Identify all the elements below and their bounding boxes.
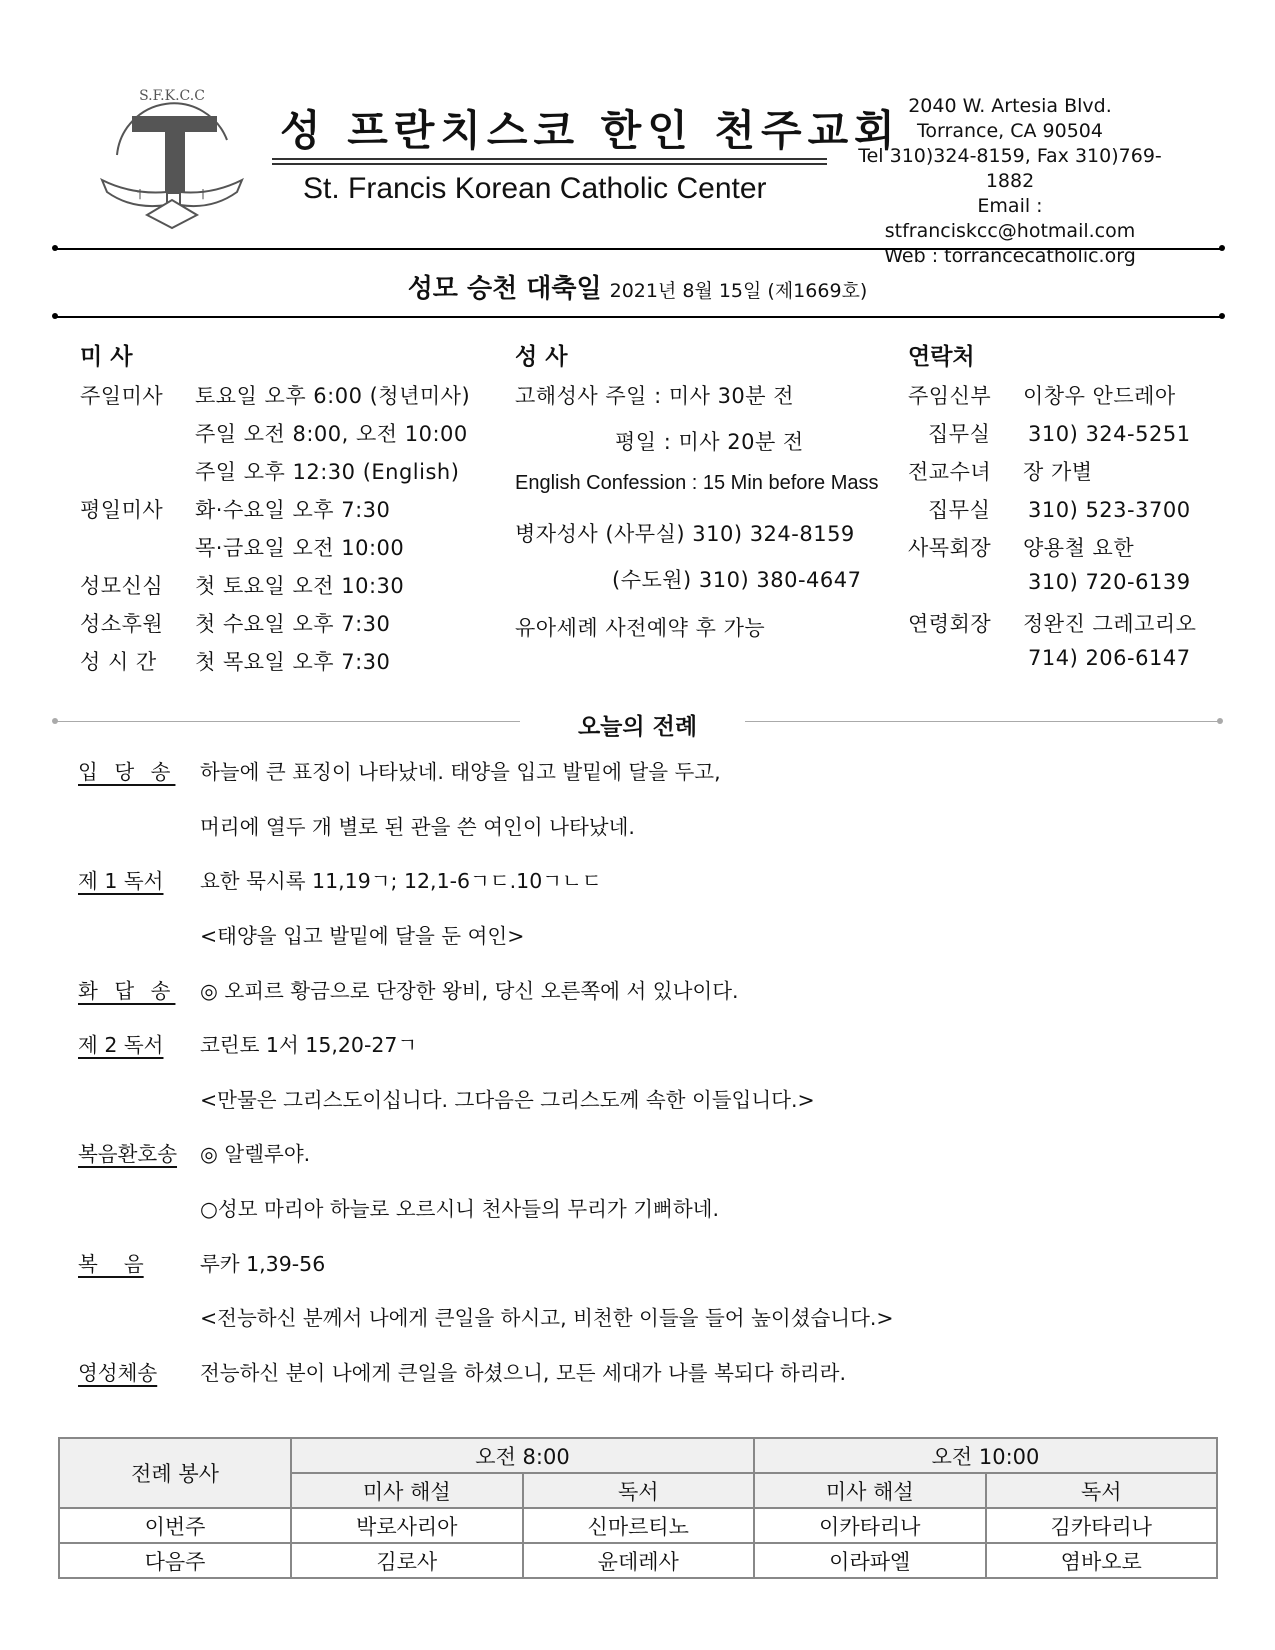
- table-cell: 염바오로: [986, 1543, 1218, 1578]
- mass-label: 주일미사: [80, 384, 164, 408]
- sacrament-row: 평일 : 미사 20분 전: [615, 430, 804, 454]
- contact-row: [908, 532, 1134, 562]
- contact-label: 전교수녀: [908, 460, 992, 484]
- contact-value: 장 가별: [1023, 460, 1093, 484]
- church-logo: [92, 80, 252, 235]
- liturgy-label: 복 음: [78, 1252, 144, 1276]
- mass-value: 목·금요일 오전 10:00: [195, 536, 405, 560]
- contact-value: 310) 324-5251: [1028, 422, 1191, 446]
- liturgy-text: 하늘에 큰 표징이 나타났네. 태양을 입고 발밑에 달을 두고,: [200, 760, 721, 784]
- mass-label: 성소후원: [80, 612, 164, 636]
- mass-row: [80, 380, 470, 410]
- feast-heading: [0, 268, 1275, 305]
- logo-text: S.F.K.C.C: [139, 88, 205, 104]
- mass-value: 토요일 오후 6:00 (청년미사): [195, 384, 471, 408]
- feast-date: 2021년 8월 15일 (제1669호): [609, 280, 868, 302]
- contact-value: 정완진 그레고리오: [1023, 612, 1197, 636]
- contact-label: 집무실: [928, 422, 991, 446]
- contact-value: 이창우 안드레아: [1023, 384, 1176, 408]
- sacrament-row: 병자성사 (사무실) 310) 324-8159: [515, 522, 855, 546]
- contact-value: 714) 206-6147: [1028, 646, 1191, 670]
- svg-text:†: †: [137, 187, 143, 201]
- table-subheader: 독서: [523, 1473, 755, 1508]
- table-cell: 김로사: [291, 1543, 523, 1578]
- table-cell: 김카타리나: [986, 1508, 1218, 1543]
- liturgy-text: 요한 묵시록 11,19ㄱ; 12,1-6ㄱㄷ.10ㄱㄴㄷ: [200, 869, 602, 893]
- contact-label: 연령회장: [908, 612, 992, 636]
- liturgy-text: 코린토 1서 15,20-27ㄱ: [200, 1033, 418, 1057]
- mass-label: 성 시 간: [80, 650, 157, 674]
- contact-row: [908, 456, 1093, 486]
- mass-label: 평일미사: [80, 498, 164, 522]
- table-row: [59, 1543, 1217, 1578]
- sacrament-row: 유아세례 사전예약 후 가능: [515, 616, 766, 640]
- table-group-header: 오전 10:00: [754, 1438, 1217, 1473]
- table-subheader: 독서: [986, 1473, 1218, 1508]
- mass-row: [80, 646, 390, 676]
- phone-line: Tel 310)324-8159, Fax 310)769-1882: [858, 145, 1162, 192]
- church-title-english: St. Francis Korean Catholic Center: [303, 172, 767, 205]
- mass-value: 첫 수요일 오후 7:30: [195, 612, 391, 636]
- svg-text:†: †: [200, 187, 206, 201]
- sacraments-heading: 성 사: [515, 344, 568, 370]
- table-cell: 윤데레사: [523, 1543, 755, 1578]
- mass-value: 화·수요일 오후 7:30: [195, 498, 391, 522]
- liturgy-text: ○성모 마리아 하늘로 오르시니 천사들의 무리가 기뻐하네.: [200, 1197, 719, 1221]
- liturgy-heading: 오늘의 전례: [577, 714, 698, 740]
- table-cell: 이라파엘: [754, 1543, 986, 1578]
- mass-value: 주일 오후 12:30 (English): [195, 460, 460, 484]
- contact-row: [908, 380, 1176, 410]
- contacts-heading: 연락처: [908, 344, 975, 370]
- table-subheader: 미사 해설: [291, 1473, 523, 1508]
- liturgy-text: 머리에 열두 개 별로 된 관을 쓴 여인이 나타났네.: [200, 815, 635, 839]
- divider-dot: [1217, 718, 1223, 724]
- mass-heading: 미 사: [80, 344, 133, 370]
- liturgy-label: 제 1 독서: [78, 869, 164, 893]
- table-header-row: [59, 1438, 1217, 1473]
- mass-row: [80, 532, 404, 562]
- liturgy-label: 입 당 송: [78, 760, 176, 784]
- liturgy-label: 화 답 송: [78, 979, 176, 1003]
- contact-row: [908, 646, 1191, 670]
- contact-label: 집무실: [928, 498, 991, 522]
- liturgy-text: ◎ 오피르 황금으로 단장한 왕비, 당신 오른쪽에 서 있나이다.: [200, 979, 739, 1003]
- contact-row: [908, 570, 1191, 594]
- sacrament-row: 고해성사 주일 : 미사 30분 전: [515, 384, 795, 408]
- contact-value: 310) 523-3700: [1028, 498, 1191, 522]
- table-group-header: 오전 8:00: [291, 1438, 754, 1473]
- liturgy-text: 루카 1,39-56: [200, 1252, 326, 1276]
- table-row-label: 다음주: [59, 1543, 291, 1578]
- title-rule: [272, 163, 827, 165]
- contact-address: [850, 94, 1170, 269]
- liturgy-text: <태양을 입고 발밑에 달을 둔 여인>: [200, 924, 525, 948]
- contact-row: [928, 418, 1191, 448]
- title-rule: [272, 158, 827, 160]
- table-corner: 전례 봉사: [59, 1438, 291, 1508]
- table-cell: 신마르티노: [523, 1508, 755, 1543]
- mass-row: [80, 608, 390, 638]
- liturgy-divider-right: [745, 721, 1220, 722]
- table-cell: 이카타리나: [754, 1508, 986, 1543]
- service-table: [58, 1437, 1218, 1579]
- liturgy-text: <만물은 그리스도이십니다. 그다음은 그리스도께 속한 이들입니다.>: [200, 1088, 815, 1112]
- mass-value: 첫 목요일 오후 7:30: [195, 650, 391, 674]
- contact-value: 310) 720-6139: [1028, 570, 1191, 594]
- contact-row: [908, 608, 1196, 638]
- contact-label: 사목회장: [908, 536, 992, 560]
- mass-row: [80, 494, 390, 524]
- mass-value: 주일 오전 8:00, 오전 10:00: [195, 422, 468, 446]
- liturgy-label: 영성체송: [78, 1361, 158, 1385]
- contact-value: 양용철 요한: [1023, 536, 1135, 560]
- liturgy-text: 전능하신 분이 나에게 큰일을 하셨으니, 모든 세대가 나를 복되다 하리라.: [200, 1361, 846, 1385]
- mass-label: 성모신심: [80, 574, 164, 598]
- liturgy-text: <전능하신 분께서 나에게 큰일을 하시고, 비천한 이들을 들어 높이셨습니다.>: [200, 1306, 894, 1330]
- address-line: 2040 W. Artesia Blvd.: [908, 95, 1112, 117]
- mass-row: [80, 456, 459, 486]
- feast-title: 성모 승천 대축일: [407, 274, 602, 304]
- liturgy-label: 복음환호송: [78, 1142, 178, 1166]
- mass-value: 첫 토요일 오전 10:30: [195, 574, 405, 598]
- table-row-label: 이번주: [59, 1508, 291, 1543]
- liturgy-label: 제 2 독서: [78, 1033, 164, 1057]
- divider: [55, 316, 1222, 318]
- liturgy-text: ◎ 알렐루야.: [200, 1142, 311, 1166]
- church-title-korean: 성 프란치스코 한인 천주교회: [280, 106, 901, 155]
- contact-label: 주임신부: [908, 384, 992, 408]
- mass-row: [80, 570, 404, 600]
- table-row: [59, 1508, 1217, 1543]
- sacrament-row: English Confession : 15 Min before Mass: [515, 472, 879, 494]
- divider: [55, 248, 1222, 250]
- mass-row: [80, 418, 468, 448]
- address-line: Torrance, CA 90504: [917, 120, 1103, 142]
- web-line[interactable]: Web : torrancecatholic.org: [884, 245, 1136, 267]
- table-cell: 박로사리아: [291, 1508, 523, 1543]
- email-line[interactable]: Email : stfranciskcc@hotmail.com: [884, 195, 1136, 242]
- table-subheader: 미사 해설: [754, 1473, 986, 1508]
- sacrament-row: (수도원) 310) 380-4647: [612, 568, 862, 592]
- contact-row: [928, 494, 1191, 524]
